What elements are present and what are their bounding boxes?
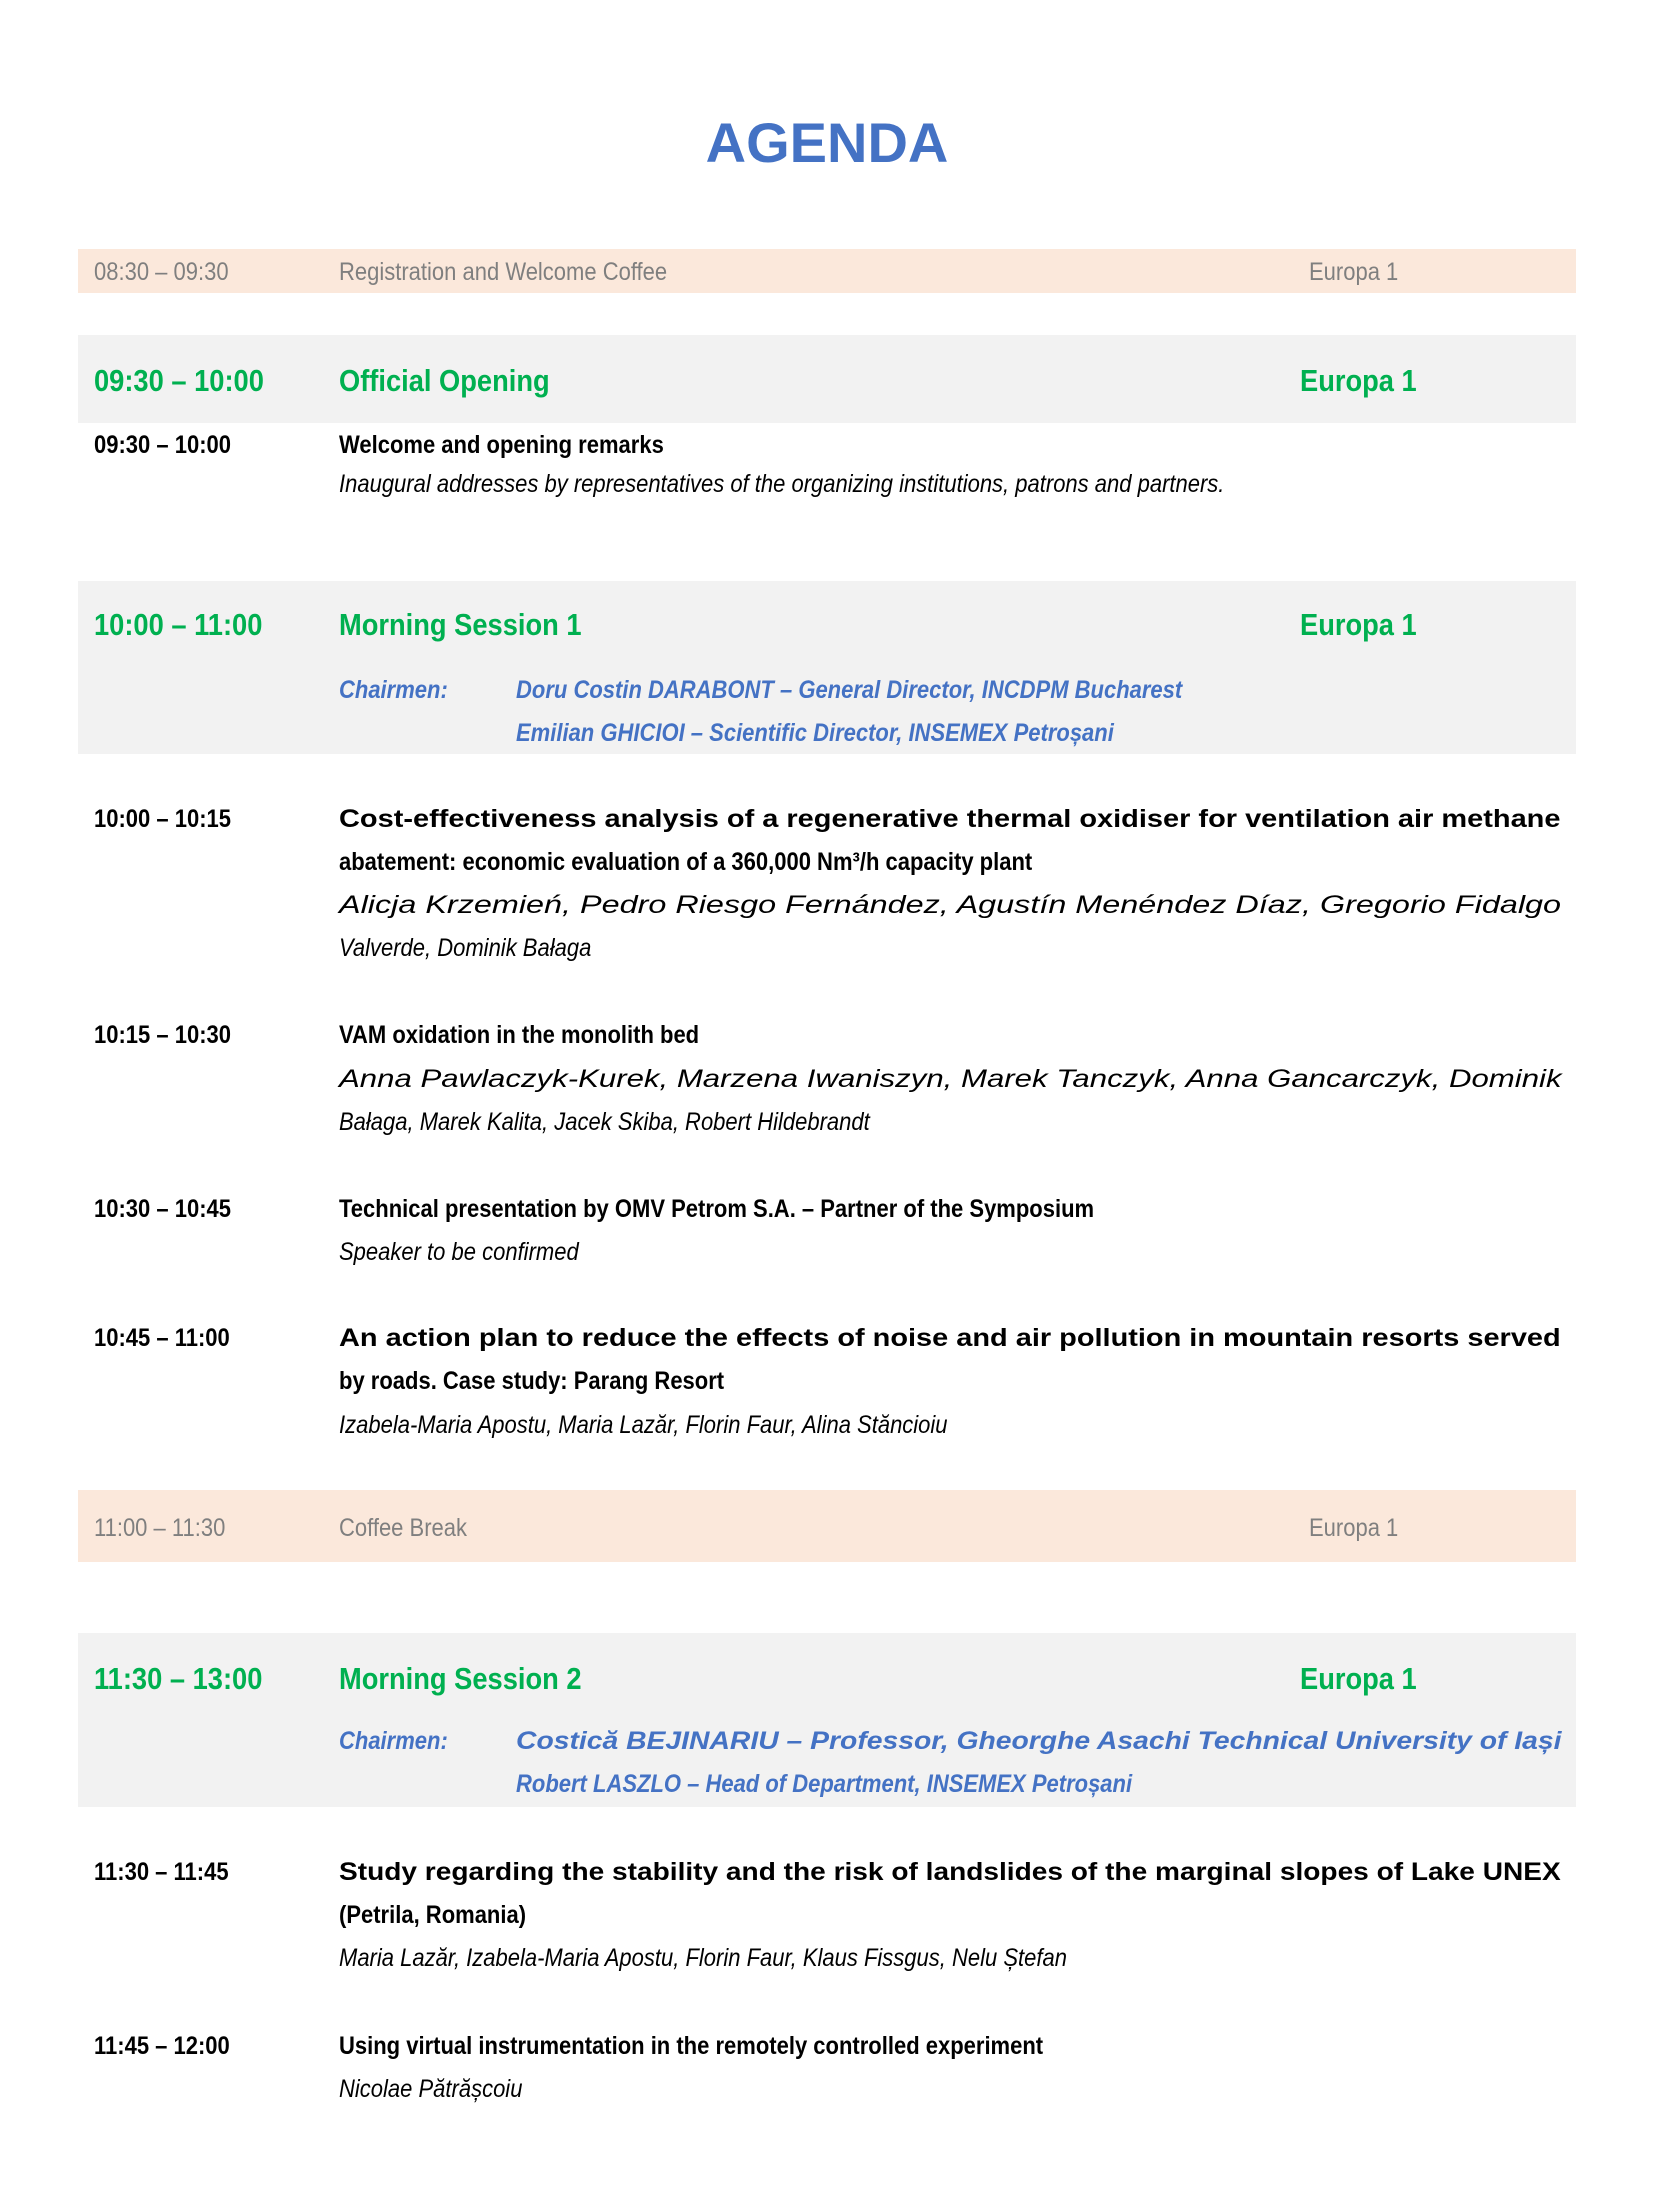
registration-label: Registration and Welcome Coffee [339, 258, 668, 286]
page-title: AGENDA [705, 111, 949, 174]
coffee-label: Coffee Break [339, 1514, 468, 1542]
talk-title: VAM oxidation in the monolith bed [339, 1021, 700, 1049]
talk-authors: Maria Lazăr, Izabela-Maria Apostu, Florin Faur, Klaus Fissgus, Nelu Ștefan [339, 1944, 1067, 1972]
talk-authors: Anna Pawlaczyk-Kurek, Marzena Iwaniszyn, Marek Tanczyk, Anna Gancarczyk, Dominik [339, 1065, 1562, 1093]
opening-room: Europa 1 [1300, 363, 1417, 398]
talk-title: Using virtual instrumentation in the remotely controlled experiment [339, 2032, 1044, 2060]
talk-time: 10:45 – 11:00 [94, 1324, 230, 1352]
talk-title: (Petrila, Romania) [339, 1901, 527, 1929]
opening-time: 09:30 – 10:00 [94, 363, 264, 398]
talk-time: 09:30 – 10:00 [94, 431, 232, 459]
talk-title: Cost-effectiveness analysis of a regenerative thermal oxidiser for ventilation air methane [339, 805, 1561, 833]
talk-authors: Alicja Krzemień, Pedro Riesgo Fernández, Agustín Menéndez Díaz, Gregorio Fidalgo [339, 891, 1562, 919]
session2-chair: Costică BEJINARIU – Professor, Gheorghe Asachi Technical University of Iași [516, 1727, 1562, 1755]
talk-authors: Nicolae Pătrășcoiu [339, 2075, 523, 2103]
session1-room: Europa 1 [1300, 607, 1417, 642]
session1-chair: Emilian GHICIOI – Scientific Director, INSEMEX Petroșani [516, 719, 1114, 747]
talk-time: 10:30 – 10:45 [94, 1195, 232, 1223]
talk-title: Welcome and opening remarks [339, 431, 664, 459]
talk-title: Technical presentation by OMV Petrom S.A. – Partner of the Symposium [339, 1195, 1095, 1223]
talk-title: abatement: economic evaluation of a 360,000 Nm³/h capacity plant [339, 848, 1033, 876]
talk-authors: Speaker to be confirmed [339, 1238, 579, 1266]
talk-authors: Inaugural addresses by representatives of the organizing institutions, patrons and partners. [339, 470, 1225, 498]
talk-time: 11:30 – 11:45 [94, 1858, 229, 1886]
coffee-room: Europa 1 [1309, 1514, 1399, 1542]
talk-title: by roads. Case study: Parang Resort [339, 1367, 725, 1395]
coffee-time: 11:00 – 11:30 [94, 1514, 226, 1542]
talk-title: An action plan to reduce the effects of noise and air pollution in mountain resorts served [339, 1324, 1561, 1352]
session2-time: 11:30 – 13:00 [94, 1661, 263, 1696]
talk-time: 10:15 – 10:30 [94, 1021, 232, 1049]
session1-chair: Doru Costin DARABONT – General Director, INCDPM Bucharest [516, 676, 1183, 704]
talk-authors: Valverde, Dominik Bałaga [339, 934, 592, 962]
registration-room: Europa 1 [1309, 258, 1399, 286]
talk-time: 10:00 – 10:15 [94, 805, 232, 833]
session1-time: 10:00 – 11:00 [94, 607, 263, 642]
session2-chair-label: Chairmen: [339, 1727, 448, 1755]
session2-room: Europa 1 [1300, 1661, 1417, 1696]
registration-time: 08:30 – 09:30 [94, 258, 229, 286]
session2-label: Morning Session 2 [339, 1661, 582, 1696]
talk-title: Study regarding the stability and the risk of landslides of the marginal slopes of Lake UNEX [339, 1858, 1561, 1886]
talk-time: 11:45 – 12:00 [94, 2032, 230, 2060]
opening-label: Official Opening [339, 363, 550, 398]
talk-authors: Bałaga, Marek Kalita, Jacek Skiba, Robert Hildebrandt [339, 1108, 870, 1136]
talk-authors: Izabela-Maria Apostu, Maria Lazăr, Florin Faur, Alina Stăncioiu [339, 1411, 948, 1439]
session1-label: Morning Session 1 [339, 607, 582, 642]
session1-chair-label: Chairmen: [339, 676, 448, 704]
session2-chair: Robert LASZLO – Head of Department, INSEMEX Petroșani [516, 1770, 1133, 1798]
